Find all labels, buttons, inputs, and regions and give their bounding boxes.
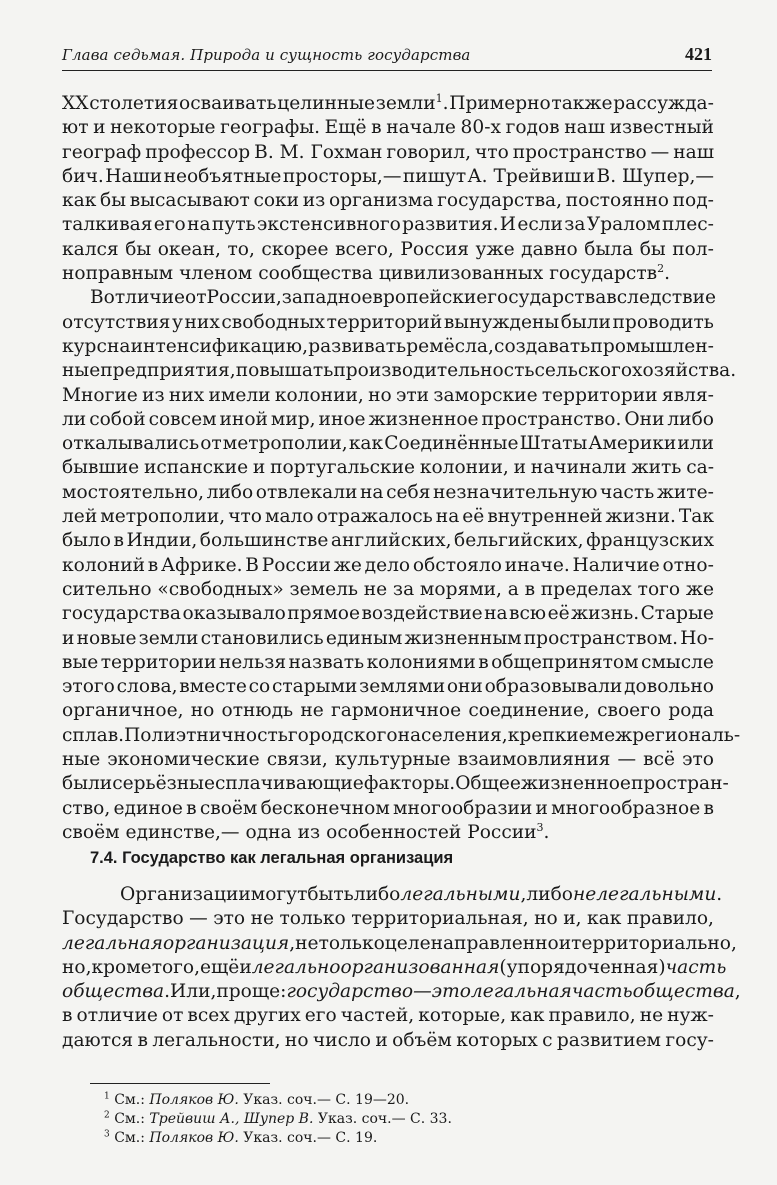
footnote-author: Трейвиш А., Шупер В. — [149, 1111, 314, 1127]
text-line: общества. Или, проще: государство — это легальная часть общества, — [62, 981, 741, 1003]
text-line: ство, единое в своём бесконечном многообразии и многообразное в — [62, 797, 714, 819]
footnote-label: См.: — [114, 1092, 145, 1108]
footnote-author: Поляков Ю. — [149, 1092, 239, 1108]
footnote-author: Поляков Ю. — [149, 1130, 239, 1146]
text-line: своём единстве,— одна из особенностей России$^3$. — [62, 820, 550, 843]
text-line: колоний в Африке. В России же дело обстояло иначе. Наличие отно- — [62, 554, 714, 576]
text-line: в отличие от всех других его частей, которые, как правило, не нуж- — [62, 1005, 714, 1027]
text-line: сительно «свободных» земель не за морями, а в пределах того же — [62, 578, 714, 600]
text-line: и новые земли становились единым жизненным пространством. Но- — [62, 627, 714, 649]
text-line: кался бы океан, то, скорее всего, Россия уже давно была бы пол- — [62, 238, 714, 260]
footnote — [104, 1129, 452, 1148]
text-line: В отличие от России, западноевропейские государства вследствие — [90, 287, 716, 309]
section-text — [62, 883, 741, 1053]
footnote — [104, 1110, 452, 1129]
text-line: но, кроме того, ещё и легально организованная (упорядоченная) часть — [62, 956, 727, 978]
text-line: отсутствия у них свободных территорий вынуждены были проводить — [62, 311, 714, 333]
text-line: этого слова, вместе со старыми землями они образовывали довольно — [62, 676, 714, 698]
footnote-divider — [90, 1083, 270, 1084]
footnote-source: Указ. соч.— С. 33. — [317, 1111, 452, 1127]
text-line: откалывались от метрополии, как Соединённые Штаты Америки или — [62, 433, 714, 455]
footnotes — [104, 1091, 452, 1148]
footnote — [104, 1091, 452, 1110]
footnote-mark: 1 — [104, 1091, 110, 1102]
footnote-mark: 3 — [104, 1129, 110, 1140]
text-line: мостоятельно, либо отвлекали на себя незначительную часть жите- — [62, 481, 714, 503]
text-line: даются в легальности, но число и объём которых с развитием госу- — [62, 1029, 714, 1051]
text-line: бывшие испанские и португальские колонии, и начинали жить са- — [62, 457, 714, 479]
running-title: Глава седьмая. Природа и сущность государства — [62, 46, 471, 64]
body-text — [62, 91, 741, 845]
footnote-source: Указ. соч.— С. 19. — [243, 1130, 378, 1146]
text-line: Многие из них имели колонии, но эти заморские территории явля- — [62, 384, 714, 406]
text-line: были серьёзные сплачивающие факторы. Общее жизненное простран- — [62, 773, 729, 795]
text-line: было в Индии, большинстве английских, бельгийских, французских — [62, 530, 714, 552]
footnote-label: См.: — [114, 1130, 145, 1146]
text-line: ноправным членом сообщества цивилизованных государств$^2$. — [62, 261, 671, 285]
text-line: географ профессор В. М. Гохман говорил, что пространство — наш — [62, 141, 714, 163]
text-line: как бы высасывают соки из организма государства, постоянно под- — [62, 190, 714, 212]
text-line: ные экономические связи, культурные взаимовлияния — всё это — [62, 749, 714, 771]
text-line: талкивая его на путь экстенсивного развития. И если за Уралом плес- — [62, 214, 714, 236]
page-number: 421 — [685, 44, 712, 64]
text-line: сплав. Полиэтничность городского населения, крепкие межрегиональ- — [62, 724, 741, 746]
text-line: XX столетия осваивать целинные земли$^1$. Примерно также рассужда- — [62, 91, 714, 114]
section-heading: 7.4. Государство как легальная организация — [90, 849, 454, 867]
text-line: ют и некоторые географы. Ещё в начале 80-х годов наш известный — [62, 117, 714, 139]
footnote-source: Указ. соч.— С. 19—20. — [243, 1092, 410, 1108]
footnote-label: См.: — [114, 1111, 145, 1127]
text-line: органичное, но отнюдь не гармоничное соединение, своего рода — [62, 700, 714, 722]
footnote-mark: 2 — [104, 1110, 110, 1121]
text-line: курс на интенсификацию, развивать ремёсла, создавать промышлен- — [62, 335, 714, 357]
text-line: государства оказывало прямое воздействие на всю её жизнь. Старые — [62, 603, 714, 625]
text-line: Государство — это не только территориальная, но и, как правило, — [62, 908, 714, 930]
page-header — [62, 44, 712, 71]
text-line: бич. Наши необъятные просторы,— пишут А. Трейвиш и В. Шупер,— — [62, 165, 714, 187]
text-line: Организации могут быть либо легальными, либо нелегальными. — [120, 884, 723, 905]
text-line: ные предприятия, повышать производительность сельского хозяйства. — [62, 360, 737, 382]
text-line: лей метрополии, что мало отражалось на её внутренней жизни. Так — [62, 506, 714, 528]
text-line: легальная организация, не только целенаправленно и территориально, — [62, 932, 737, 954]
text-line: ли собой совсем иной мир, иное жизненное пространство. Они либо — [62, 408, 714, 430]
text-line: вые территории нельзя назвать колониями в общепринятом смысле — [62, 651, 714, 673]
